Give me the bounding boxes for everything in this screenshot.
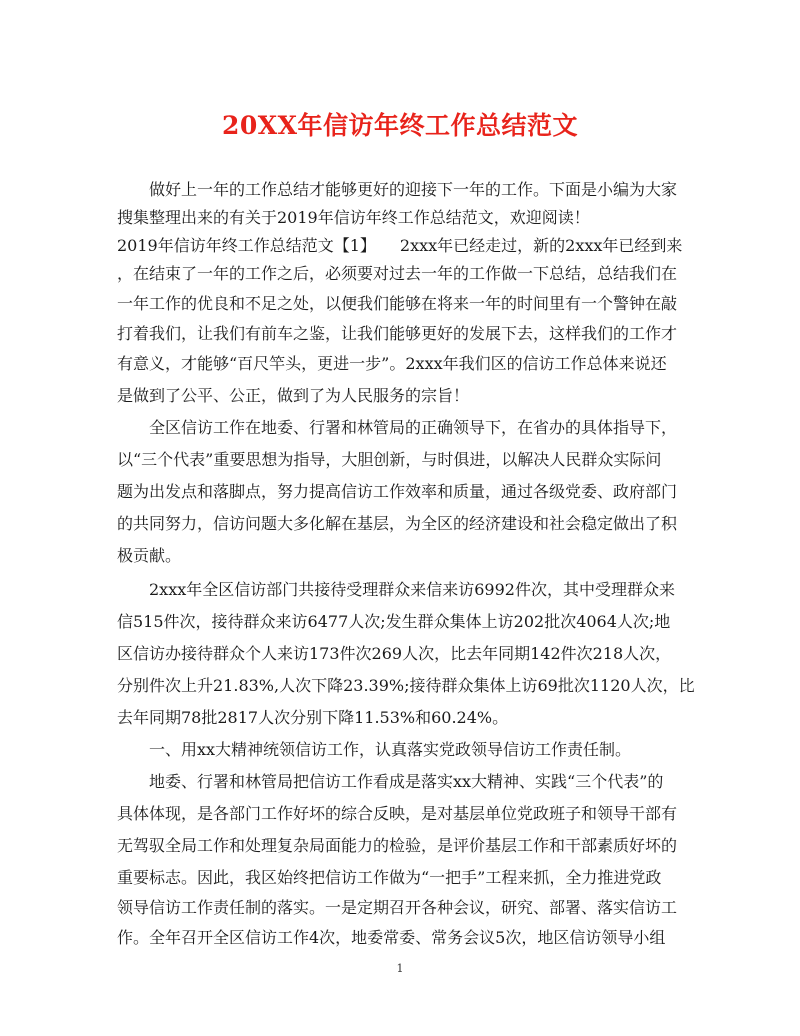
text-line: 信515件次，接待群众来访6477人次;发生群众集体上访202批次4064人次;地: [117, 612, 671, 631]
text-line: 作。全年召开全区信访工作4次，地委常委、常务会议5次，地区信访领导小组: [117, 928, 666, 947]
text-line: 的共同努力，信访问题大多化解在基层，为全区的经济建设和社会稳定做出了积: [117, 514, 678, 533]
text-line: 去年同期78批2817人次分别下降11.53%和60.24%。: [117, 708, 509, 727]
text-line: 地委、行署和林管局把信访工作看成是落实xx大精神、实践“三个代表”的: [117, 772, 664, 791]
text-line: 分别件次上升21.83%,人次下降23.39%;接待群众集体上访69批次1120人次，比: [117, 676, 695, 695]
text-line: ，在结束了一年的工作之后，必须要对过去一年的工作做一下总结，总结我们在: [117, 264, 678, 283]
text-line: 重要标志。因此，我区始终把信访工作做为“一把手”工程来抓，全力推进党政: [117, 868, 662, 887]
text-line: 全区信访工作在地委、行署和林管局的正确领导下，在省办的具体指导下，: [117, 418, 678, 437]
text-line: 领导信访工作责任制的落实。一是定期召开各种会议，研究、部署、落实信访工: [117, 898, 678, 917]
text-line: 题为出发点和落脚点，努力提高信访工作效率和质量，通过各级党委、政府部门: [117, 482, 678, 501]
text-line: 无驾驭全局工作和处理复杂局面能力的检验，是评价基层工作和干部素质好坏的: [117, 836, 678, 855]
text-line: 做好上一年的工作总结才能够更好的迎接下一年的工作。下面是小编为大家: [117, 180, 678, 199]
text-line: 区信访办接待群众个人来访173件次269人次，比去年同期142件次218人次，: [117, 644, 672, 663]
page-number: 1: [396, 962, 404, 975]
text-line: 以“三个代表”重要思想为指导，大胆创新，与时俱进，以解决人民群众实际问: [117, 450, 662, 469]
text-line: 一、用xx大精神统领信访工作，认真落实党政领导信访工作责任制。: [117, 740, 632, 759]
text-line: 具体体现，是各部门工作好坏的综合反映，是对基层单位党政班子和领导干部有: [117, 804, 678, 823]
text-line: 2xxx年全区信访部门共接待受理群众来信来访6992件次，其中受理群众来: [117, 580, 675, 599]
text-line: 一年工作的优良和不足之处，以便我们能够在将来一年的时间里有一个警钟在敲: [117, 294, 678, 313]
document-title: 20XX年信访年终工作总结范文: [221, 111, 579, 140]
text-line: 有意义，才能够“百尺竿头，更进一步”。2xxx年我们区的信访工作总体来说还: [117, 354, 667, 373]
text-line: 极贡献。: [117, 546, 182, 565]
text-line: 打着我们，让我们有前车之鉴，让我们能够更好的发展下去，这样我们的工作才: [117, 324, 678, 343]
text-line: 2019年信访年终工作总结范文【1】 2xxx年已经走过，新的2xxx年已经到来: [117, 236, 683, 255]
text-line: 是做到了公平、公正，做到了为人民服务的宗旨！: [117, 386, 470, 405]
text-line: 搜集整理出来的有关于2019年信访年终工作总结范文，欢迎阅读！: [117, 208, 590, 227]
